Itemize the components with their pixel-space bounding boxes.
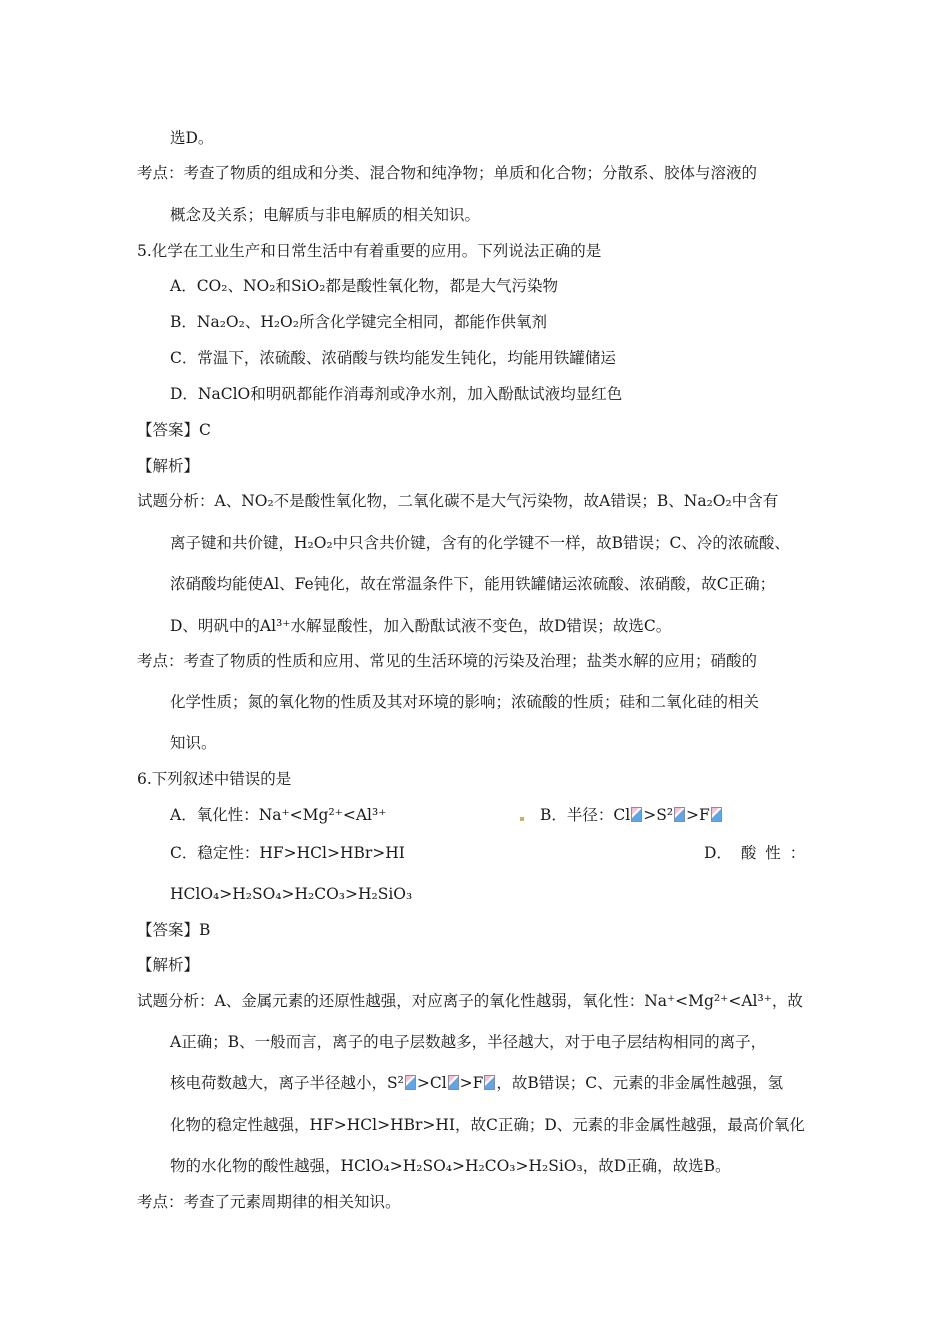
text-line bbox=[170, 1073, 783, 1093]
option-d: D．NaClO和明矾都能作消毒剂或净水剂，加入酚酞试液均显红色 bbox=[170, 385, 623, 403]
text-segment: 核电荷数越大，离子半径越小，S² bbox=[170, 1074, 404, 1092]
text-line: A正确；B、一般而言，离子的电子层数越多，半径越大，对于电子层结构相同的离子， bbox=[170, 1033, 767, 1051]
text-line: 物的水化物的酸性越强，HClO₄>H₂SO₄>H₂CO₃>H₂SiO₃，故D正确，故选B。 bbox=[170, 1157, 731, 1175]
option-c: C．稳定性：HF>HCl>HBr>HI bbox=[170, 844, 405, 862]
text-line: 化学性质；氮的氧化物的性质及其对环境的影响；浓硫酸的性质；硅和二氧化硅的相关 bbox=[170, 693, 760, 711]
option-a: A．CO₂、NO₂和SiO₂都是酸性氧化物，都是大气污染物 bbox=[170, 277, 558, 295]
text-line: 试题分析：A、金属元素的还原性越强，对应离子的氧化性越弱，氧化性：Na⁺<Mg²⁺<Al³⁺，故 bbox=[137, 992, 803, 1010]
broken-image-icon bbox=[711, 807, 722, 822]
question-title: 6.下列叙述中错误的是 bbox=[137, 770, 292, 788]
broken-image-icon bbox=[631, 807, 642, 822]
text-line: 化物的稳定性越强，HF>HCl>HBr>HI，故C正确；D、元素的非金属性越强，最高价氧化 bbox=[170, 1116, 805, 1134]
option-d: D． 酸 性 ： bbox=[704, 844, 806, 862]
broken-image-icon bbox=[448, 1075, 459, 1090]
text-line: 概念及关系；电解质与非电解质的相关知识。 bbox=[170, 206, 481, 224]
answer-label: 【答案】C bbox=[137, 421, 211, 439]
text-line: 考点：考查了物质的性质和应用、常见的生活环境的污染及治理；盐类水解的应用；硝酸的 bbox=[137, 652, 758, 670]
broken-image-icon bbox=[405, 1075, 416, 1090]
option-a: A．氧化性：Na⁺<Mg²⁺<Al³⁺ bbox=[170, 806, 387, 824]
analysis-label: 【解析】 bbox=[137, 956, 200, 974]
analysis-label: 【解析】 bbox=[137, 457, 200, 475]
text-segment: >Cl bbox=[416, 1074, 447, 1092]
option-d-value: HClO₄>H₂SO₄>H₂CO₃>H₂SiO₃ bbox=[170, 885, 413, 903]
text-line: 选D。 bbox=[170, 129, 214, 147]
answer-label: 【答案】B bbox=[137, 921, 211, 939]
option-b bbox=[540, 805, 723, 825]
broken-image-icon bbox=[484, 1075, 495, 1090]
text-segment: >F bbox=[459, 1074, 484, 1092]
option-c: C．常温下，浓硫酸、浓硝酸与铁均能发生钝化，均能用铁罐储运 bbox=[170, 349, 616, 367]
option-b: B．Na₂O₂、H₂O₂所含化学键完全相同，都能作供氧剂 bbox=[170, 313, 547, 331]
question-title: 5.化学在工业生产和日常生活中有着重要的应用。下列说法正确的是 bbox=[137, 242, 602, 260]
text-line: D、明矾中的Al³⁺水解显酸性，加入酚酞试液不变色，故D错误；故选C。 bbox=[170, 617, 672, 635]
text-line: 试题分析：A、NO₂不是酸性氧化物，二氧化碳不是大气污染物，故A错误；B、Na₂O₂中含有 bbox=[137, 492, 779, 510]
text-line: 浓硝酸均能使Al、Fe钝化，故在常温条件下，能用铁罐储运浓硫酸、浓硝酸，故C正确； bbox=[170, 575, 776, 593]
text-segment: ，故B错误；C、元素的非金属性越强，氢 bbox=[496, 1074, 784, 1092]
text-line: 离子键和共价键，H₂O₂中只含共价键，含有的化学键不一样，故B错误；C、冷的浓硫酸、 bbox=[170, 534, 790, 552]
option-b-text: B．半径：Cl bbox=[540, 806, 631, 824]
broken-image-icon bbox=[674, 807, 685, 822]
text-line: 考点：考查了元素周期律的相关知识。 bbox=[137, 1193, 401, 1211]
option-b-text: >F bbox=[686, 806, 710, 824]
text-line: 考点：考查了物质的组成和分类、混合物和纯净物；单质和化合物；分散系、胶体与溶液的 bbox=[137, 164, 758, 182]
marker-dot bbox=[520, 817, 524, 821]
option-b-text: >S² bbox=[643, 806, 674, 824]
text-line: 知识。 bbox=[170, 734, 217, 752]
